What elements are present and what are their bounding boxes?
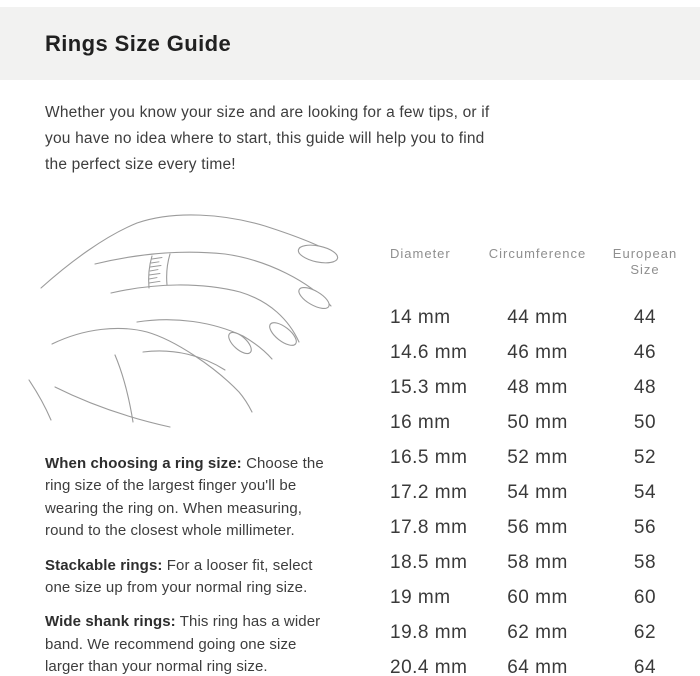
cell-circumference: 60 mm — [507, 586, 568, 608]
cell-diameter: 14 mm — [390, 306, 451, 328]
tip-text: Choose the — [246, 455, 324, 472]
intro-paragraph — [45, 100, 489, 178]
table-body — [390, 300, 700, 676]
cell-diameter: 17.8 mm — [390, 516, 468, 538]
cell-european-size: 60 — [633, 586, 657, 608]
cell-diameter: 16 mm — [390, 411, 451, 433]
palm-lower-line — [55, 387, 170, 427]
tip-line — [45, 611, 390, 633]
fourth-finger-line — [137, 320, 272, 359]
hand-back-line — [41, 215, 336, 288]
tip-line: ring size of the largest finger you'll be — [45, 477, 297, 495]
column-header-circumference: Circumference — [488, 246, 587, 261]
tip-choosing-ring-size — [45, 453, 390, 543]
wrist-edge-line — [29, 380, 51, 420]
cell-circumference: 54 mm — [507, 481, 568, 503]
table-row — [390, 545, 700, 580]
finger-separation-line — [143, 351, 225, 370]
header-band — [0, 7, 700, 80]
cell-european-size: 52 — [633, 446, 657, 468]
intro-line: Whether you know your size and are looking for a few tips, or if — [45, 104, 490, 121]
table-row — [390, 650, 700, 676]
cell-diameter: 16.5 mm — [390, 446, 468, 468]
cell-european-size: 44 — [633, 306, 657, 328]
tip-line — [45, 453, 390, 475]
cell-diameter: 20.4 mm — [390, 656, 468, 676]
cell-european-size: 62 — [633, 621, 657, 643]
tip-line: wearing the ring on. When measuring, — [45, 499, 303, 517]
cell-circumference: 50 mm — [507, 411, 568, 433]
cell-european-size: 58 — [633, 551, 657, 573]
cell-circumference: 62 mm — [507, 621, 568, 643]
finger-top-line — [95, 252, 331, 306]
table-row — [390, 335, 700, 370]
column-header-diameter: Diameter — [390, 246, 451, 261]
cell-european-size: 48 — [633, 376, 657, 398]
cell-circumference: 58 mm — [507, 551, 568, 573]
table-row — [390, 510, 700, 545]
tip-line: one size up from your normal ring size. — [45, 579, 308, 597]
tip-line: round to the closest whole millimeter. — [45, 522, 295, 540]
tip-text: For a looser fit, select — [166, 556, 313, 574]
ring-size-table — [390, 246, 700, 676]
tip-label: Wide shank rings: — [45, 613, 176, 631]
finger-bottom-line — [111, 285, 299, 342]
cell-diameter: 19.8 mm — [390, 621, 468, 643]
tip-wide-shank-rings — [45, 611, 390, 676]
cell-diameter: 14.6 mm — [390, 341, 468, 363]
table-row — [390, 300, 700, 335]
tip-line: larger than your normal ring size. — [45, 658, 268, 676]
page-title: Rings Size Guide — [45, 30, 232, 56]
intro-line: the perfect size every time! — [45, 156, 236, 173]
cell-diameter: 17.2 mm — [390, 481, 468, 503]
tip-label: When choosing a ring size: — [45, 455, 242, 472]
intro-line: you have no idea where to start, this guide will help you to find — [45, 130, 485, 147]
table-row — [390, 440, 700, 475]
column-header-european-size: European Size — [612, 246, 678, 277]
index-nail — [297, 242, 339, 266]
cell-european-size: 50 — [633, 411, 657, 433]
cell-diameter: 15.3 mm — [390, 376, 468, 398]
hand-with-ring-illustration — [25, 212, 360, 432]
ring-band-right-edge — [167, 254, 170, 285]
cell-circumference: 46 mm — [507, 341, 568, 363]
wrist-fold-line — [115, 355, 133, 422]
sizing-tips — [45, 453, 390, 676]
cell-european-size: 64 — [633, 656, 657, 676]
table-row — [390, 370, 700, 405]
cell-european-size: 46 — [633, 341, 657, 363]
cell-diameter: 18.5 mm — [390, 551, 468, 573]
cell-circumference: 56 mm — [507, 516, 568, 538]
tip-line: band. We recommend going one size — [45, 635, 297, 653]
tip-label: Stackable rings: — [45, 556, 163, 574]
tip-stackable-rings — [45, 555, 390, 600]
cell-circumference: 52 mm — [507, 446, 568, 468]
table-row — [390, 475, 700, 510]
tip-text: This ring has a wider — [179, 613, 321, 631]
cell-circumference: 64 mm — [507, 656, 568, 676]
table-header-row — [390, 246, 700, 278]
table-row — [390, 580, 700, 615]
cell-european-size: 56 — [633, 516, 657, 538]
cell-diameter: 19 mm — [390, 586, 451, 608]
table-row — [390, 615, 700, 650]
cell-circumference: 48 mm — [507, 376, 568, 398]
middle-nail — [296, 283, 332, 312]
cell-circumference: 44 mm — [507, 306, 568, 328]
cell-european-size: 54 — [633, 481, 657, 503]
tip-line — [45, 555, 390, 577]
table-row — [390, 405, 700, 440]
pinky-nail — [225, 329, 255, 357]
